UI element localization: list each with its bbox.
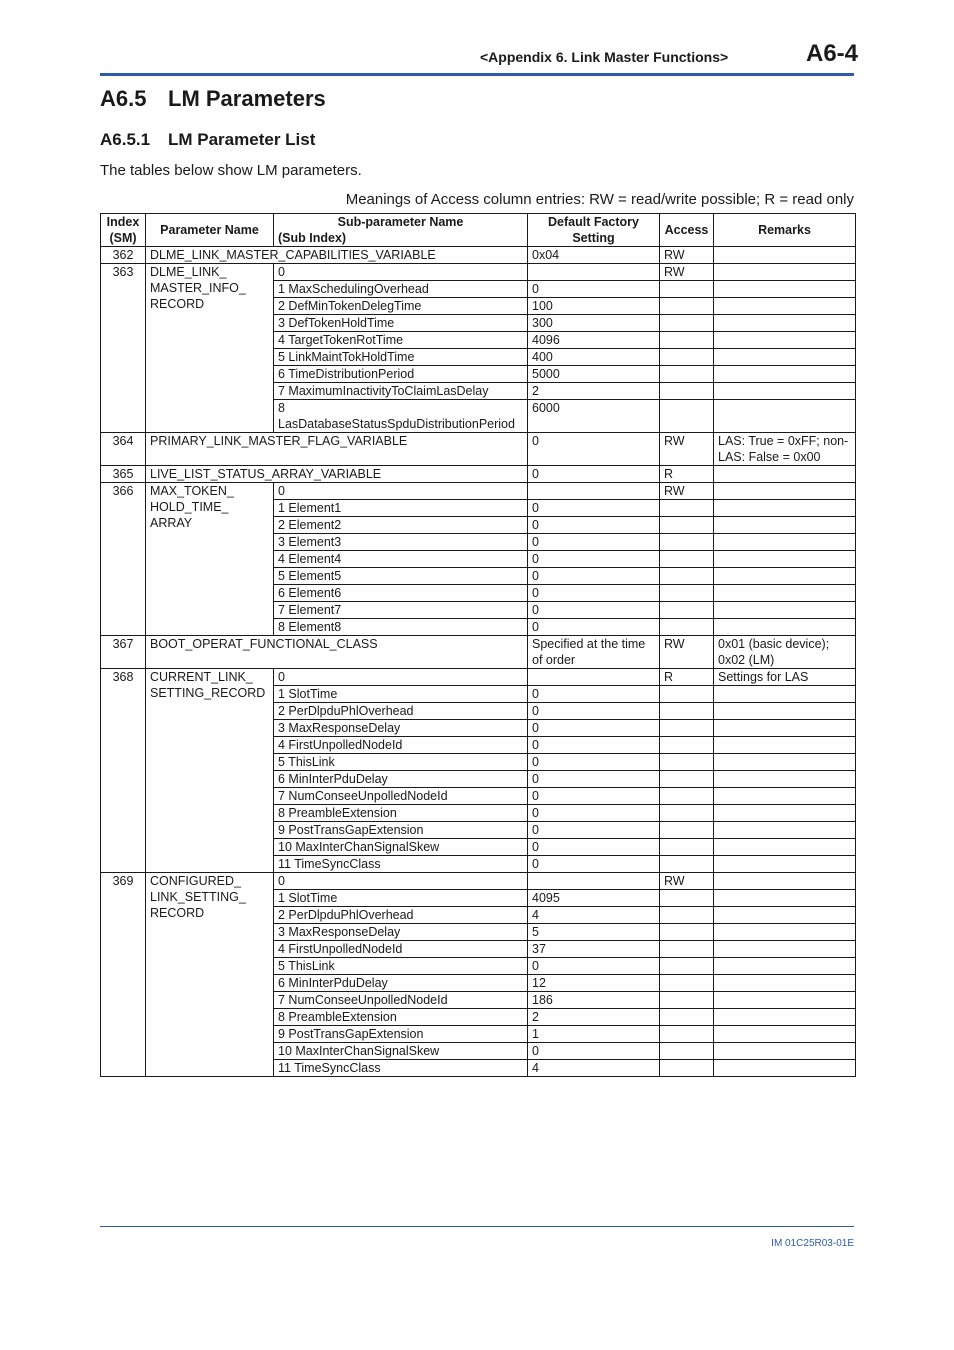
cell-sub-parameter: 7 MaximumInactivityToClaimLasDelay [274, 383, 528, 400]
cell-remarks [714, 1026, 856, 1043]
cell-parameter-name: BOOT_OPERAT_FUNCTIONAL_CLASS [146, 636, 528, 669]
cell-remarks [714, 264, 856, 281]
cell-default-setting [528, 873, 660, 890]
col-header-sub-line2: (Sub Index) [278, 231, 347, 245]
cell-default-setting: 4096 [528, 332, 660, 349]
cell-access: RW [660, 483, 714, 500]
subsection-heading [100, 130, 315, 150]
cell-sub-parameter: 6 Element6 [274, 585, 528, 602]
cell-access [660, 315, 714, 332]
cell-default-setting: 4 [528, 907, 660, 924]
cell-sub-parameter: 1 SlotTime [274, 686, 528, 703]
table-row [101, 636, 856, 669]
cell-default-setting: 0 [528, 619, 660, 636]
cell-default-setting: 300 [528, 315, 660, 332]
cell-remarks: 0x01 (basic device); 0x02 (LM) [714, 636, 856, 669]
cell-sub-parameter: 10 MaxInterChanSignalSkew [274, 839, 528, 856]
cell-remarks [714, 890, 856, 907]
cell-default-setting [528, 669, 660, 686]
col-header-access: Access [660, 214, 714, 247]
cell-access: RW [660, 873, 714, 890]
cell-parameter-name: CURRENT_LINK_ SETTING_RECORD [146, 669, 274, 873]
cell-access [660, 585, 714, 602]
cell-index: 366 [101, 483, 146, 636]
cell-remarks [714, 315, 856, 332]
table-row [101, 264, 856, 281]
cell-default-setting: 12 [528, 975, 660, 992]
cell-remarks [714, 349, 856, 366]
cell-parameter-name: CONFIGURED_ LINK_SETTING_ RECORD [146, 873, 274, 1077]
cell-sub-parameter: 9 PostTransGapExtension [274, 822, 528, 839]
subsection-title: LM Parameter List [168, 130, 316, 149]
cell-access [660, 958, 714, 975]
cell-access [660, 619, 714, 636]
cell-remarks [714, 281, 856, 298]
cell-remarks [714, 517, 856, 534]
cell-default-setting: 0 [528, 856, 660, 873]
cell-remarks [714, 788, 856, 805]
cell-remarks [714, 856, 856, 873]
cell-default-setting: 0 [528, 500, 660, 517]
cell-access: RW [660, 247, 714, 264]
cell-access [660, 788, 714, 805]
cell-access: R [660, 466, 714, 483]
cell-access [660, 298, 714, 315]
cell-access [660, 1026, 714, 1043]
col-header-name: Parameter Name [146, 214, 274, 247]
cell-access [660, 383, 714, 400]
cell-default-setting: Specified at the time of order [528, 636, 660, 669]
cell-index: 365 [101, 466, 146, 483]
cell-access [660, 500, 714, 517]
cell-parameter-name: DLME_LINK_MASTER_CAPABILITIES_VARIABLE [146, 247, 528, 264]
cell-access [660, 839, 714, 856]
footer-doc-id: IM 01C25R03-01E [771, 1238, 854, 1249]
col-header-sub-line1: Sub-parameter Name [337, 215, 464, 229]
cell-remarks [714, 400, 856, 433]
cell-access: RW [660, 264, 714, 281]
cell-access [660, 534, 714, 551]
cell-default-setting: 4095 [528, 890, 660, 907]
cell-access [660, 551, 714, 568]
cell-sub-parameter: 6 MinInterPduDelay [274, 771, 528, 788]
cell-default-setting: 400 [528, 349, 660, 366]
cell-access [660, 720, 714, 737]
cell-remarks [714, 500, 856, 517]
cell-default-setting: 0 [528, 466, 660, 483]
cell-sub-parameter: 8 LasDatabaseStatusSpduDistributionPeriod [274, 400, 528, 433]
header-page-number: A6-4 [806, 40, 859, 67]
section-number: A6.5 [100, 86, 147, 111]
table-row [101, 247, 856, 264]
access-note: Meanings of Access column entries: RW = read/write possible; R = read only [345, 191, 854, 208]
cell-default-setting: 0 [528, 737, 660, 754]
cell-sub-parameter: 5 ThisLink [274, 754, 528, 771]
cell-access [660, 924, 714, 941]
cell-sub-parameter: 0 [274, 669, 528, 686]
cell-default-setting: 2 [528, 1009, 660, 1026]
cell-sub-parameter: 7 NumConseeUnpolledNodeId [274, 992, 528, 1009]
cell-access: RW [660, 636, 714, 669]
table-row [101, 433, 856, 466]
cell-access [660, 856, 714, 873]
cell-access [660, 281, 714, 298]
cell-sub-parameter: 2 Element2 [274, 517, 528, 534]
col-header-index: Index (SM) [101, 214, 146, 247]
cell-remarks [714, 754, 856, 771]
cell-default-setting: 0 [528, 585, 660, 602]
cell-sub-parameter: 5 Element5 [274, 568, 528, 585]
intro-text: The tables below show LM parameters. [100, 162, 362, 179]
cell-sub-parameter: 4 TargetTokenRotTime [274, 332, 528, 349]
cell-sub-parameter: 2 PerDlpduPhlOverhead [274, 703, 528, 720]
cell-index: 363 [101, 264, 146, 433]
cell-sub-parameter: 6 TimeDistributionPeriod [274, 366, 528, 383]
cell-remarks [714, 602, 856, 619]
cell-access [660, 771, 714, 788]
cell-access [660, 941, 714, 958]
cell-default-setting: 0 [528, 602, 660, 619]
cell-sub-parameter: 0 [274, 873, 528, 890]
cell-default-setting: 0 [528, 805, 660, 822]
cell-parameter-name: DLME_LINK_ MASTER_INFO_ RECORD [146, 264, 274, 433]
lm-parameter-table [100, 213, 856, 1077]
cell-remarks [714, 805, 856, 822]
cell-default-setting: 0 [528, 281, 660, 298]
cell-default-setting: 0 [528, 839, 660, 856]
cell-remarks [714, 483, 856, 500]
cell-access [660, 805, 714, 822]
cell-default-setting: 0 [528, 958, 660, 975]
cell-remarks [714, 822, 856, 839]
cell-remarks [714, 247, 856, 264]
cell-access [660, 737, 714, 754]
cell-sub-parameter: 7 Element7 [274, 602, 528, 619]
cell-index: 362 [101, 247, 146, 264]
cell-access [660, 754, 714, 771]
cell-access [660, 1043, 714, 1060]
cell-remarks [714, 686, 856, 703]
cell-sub-parameter: 2 DefMinTokenDelegTime [274, 298, 528, 315]
cell-sub-parameter: 8 Element8 [274, 619, 528, 636]
header-rule [100, 73, 854, 76]
cell-parameter-name: PRIMARY_LINK_MASTER_FLAG_VARIABLE [146, 433, 528, 466]
cell-access [660, 602, 714, 619]
cell-remarks [714, 298, 856, 315]
cell-default-setting: 0 [528, 517, 660, 534]
cell-default-setting: 37 [528, 941, 660, 958]
cell-remarks [714, 1043, 856, 1060]
cell-remarks [714, 958, 856, 975]
cell-sub-parameter: 3 MaxResponseDelay [274, 720, 528, 737]
cell-default-setting: 0 [528, 771, 660, 788]
cell-remarks [714, 568, 856, 585]
cell-sub-parameter: 11 TimeSyncClass [274, 1060, 528, 1077]
cell-index: 368 [101, 669, 146, 873]
cell-default-setting: 0 [528, 822, 660, 839]
cell-sub-parameter: 1 MaxSchedulingOverhead [274, 281, 528, 298]
cell-access [660, 822, 714, 839]
cell-sub-parameter: 4 Element4 [274, 551, 528, 568]
cell-remarks [714, 619, 856, 636]
cell-remarks [714, 703, 856, 720]
cell-access [660, 1060, 714, 1077]
cell-sub-parameter: 4 FirstUnpolledNodeId [274, 941, 528, 958]
cell-access [660, 517, 714, 534]
cell-default-setting: 5000 [528, 366, 660, 383]
cell-access [660, 568, 714, 585]
cell-access [660, 907, 714, 924]
cell-access: R [660, 669, 714, 686]
table-body [101, 247, 856, 1077]
cell-default-setting: 0 [528, 568, 660, 585]
col-header-remarks: Remarks [714, 214, 856, 247]
cell-default-setting: 1 [528, 1026, 660, 1043]
cell-access [660, 992, 714, 1009]
cell-remarks [714, 1060, 856, 1077]
cell-sub-parameter: 1 Element1 [274, 500, 528, 517]
cell-sub-parameter: 9 PostTransGapExtension [274, 1026, 528, 1043]
cell-sub-parameter: 2 PerDlpduPhlOverhead [274, 907, 528, 924]
cell-default-setting: 0 [528, 703, 660, 720]
cell-access [660, 349, 714, 366]
cell-sub-parameter: 11 TimeSyncClass [274, 856, 528, 873]
cell-access [660, 703, 714, 720]
cell-remarks [714, 941, 856, 958]
cell-remarks [714, 737, 856, 754]
cell-remarks [714, 551, 856, 568]
cell-default-setting [528, 264, 660, 281]
cell-remarks [714, 771, 856, 788]
cell-sub-parameter: 8 PreambleExtension [274, 805, 528, 822]
cell-default-setting: 0 [528, 754, 660, 771]
cell-access: RW [660, 433, 714, 466]
subsection-number: A6.5.1 [100, 130, 151, 149]
cell-default-setting: 0 [528, 686, 660, 703]
cell-remarks: LAS: True = 0xFF; non-LAS: False = 0x00 [714, 433, 856, 466]
cell-sub-parameter: 6 MinInterPduDelay [274, 975, 528, 992]
cell-remarks [714, 992, 856, 1009]
cell-sub-parameter: 5 ThisLink [274, 958, 528, 975]
cell-default-setting: 4 [528, 1060, 660, 1077]
cell-remarks [714, 534, 856, 551]
cell-index: 369 [101, 873, 146, 1077]
cell-access [660, 400, 714, 433]
cell-sub-parameter: 0 [274, 264, 528, 281]
cell-remarks [714, 585, 856, 602]
cell-remarks [714, 873, 856, 890]
cell-sub-parameter: 7 NumConseeUnpolledNodeId [274, 788, 528, 805]
cell-access [660, 332, 714, 349]
section-title: LM Parameters [168, 86, 326, 111]
col-header-default: Default Factory Setting [528, 214, 660, 247]
cell-remarks [714, 383, 856, 400]
table-row [101, 466, 856, 483]
cell-remarks [714, 332, 856, 349]
cell-default-setting: 100 [528, 298, 660, 315]
cell-default-setting: 186 [528, 992, 660, 1009]
cell-remarks [714, 839, 856, 856]
cell-sub-parameter: 0 [274, 483, 528, 500]
cell-sub-parameter: 3 DefTokenHoldTime [274, 315, 528, 332]
cell-default-setting: 0x04 [528, 247, 660, 264]
table-row [101, 483, 856, 500]
cell-access [660, 890, 714, 907]
cell-remarks [714, 720, 856, 737]
table-row [101, 873, 856, 890]
cell-sub-parameter: 1 SlotTime [274, 890, 528, 907]
cell-default-setting [528, 483, 660, 500]
cell-access [660, 1009, 714, 1026]
cell-remarks [714, 366, 856, 383]
cell-remarks [714, 924, 856, 941]
cell-default-setting: 2 [528, 383, 660, 400]
cell-default-setting: 0 [528, 1043, 660, 1060]
cell-default-setting: 0 [528, 788, 660, 805]
cell-remarks [714, 975, 856, 992]
cell-remarks: Settings for LAS [714, 669, 856, 686]
cell-sub-parameter: 10 MaxInterChanSignalSkew [274, 1043, 528, 1060]
cell-access [660, 975, 714, 992]
table-row [101, 669, 856, 686]
cell-access [660, 686, 714, 703]
cell-parameter-name: LIVE_LIST_STATUS_ARRAY_VARIABLE [146, 466, 528, 483]
cell-sub-parameter: 5 LinkMaintTokHoldTime [274, 349, 528, 366]
cell-access [660, 366, 714, 383]
cell-remarks [714, 1009, 856, 1026]
cell-sub-parameter: 8 PreambleExtension [274, 1009, 528, 1026]
cell-default-setting: 0 [528, 720, 660, 737]
cell-default-setting: 5 [528, 924, 660, 941]
cell-default-setting: 0 [528, 534, 660, 551]
table-header-row [101, 214, 856, 247]
section-heading [100, 86, 326, 112]
cell-remarks [714, 466, 856, 483]
cell-default-setting: 0 [528, 551, 660, 568]
cell-sub-parameter: 3 MaxResponseDelay [274, 924, 528, 941]
cell-index: 367 [101, 636, 146, 669]
col-header-sub [274, 214, 528, 247]
cell-parameter-name: MAX_TOKEN_ HOLD_TIME_ ARRAY [146, 483, 274, 636]
cell-sub-parameter: 4 FirstUnpolledNodeId [274, 737, 528, 754]
header-section-title: <Appendix 6. Link Master Functions> [480, 49, 729, 65]
cell-default-setting: 0 [528, 433, 660, 466]
cell-default-setting: 6000 [528, 400, 660, 433]
cell-remarks [714, 907, 856, 924]
cell-index: 364 [101, 433, 146, 466]
footer-rule [100, 1226, 854, 1227]
cell-sub-parameter: 3 Element3 [274, 534, 528, 551]
